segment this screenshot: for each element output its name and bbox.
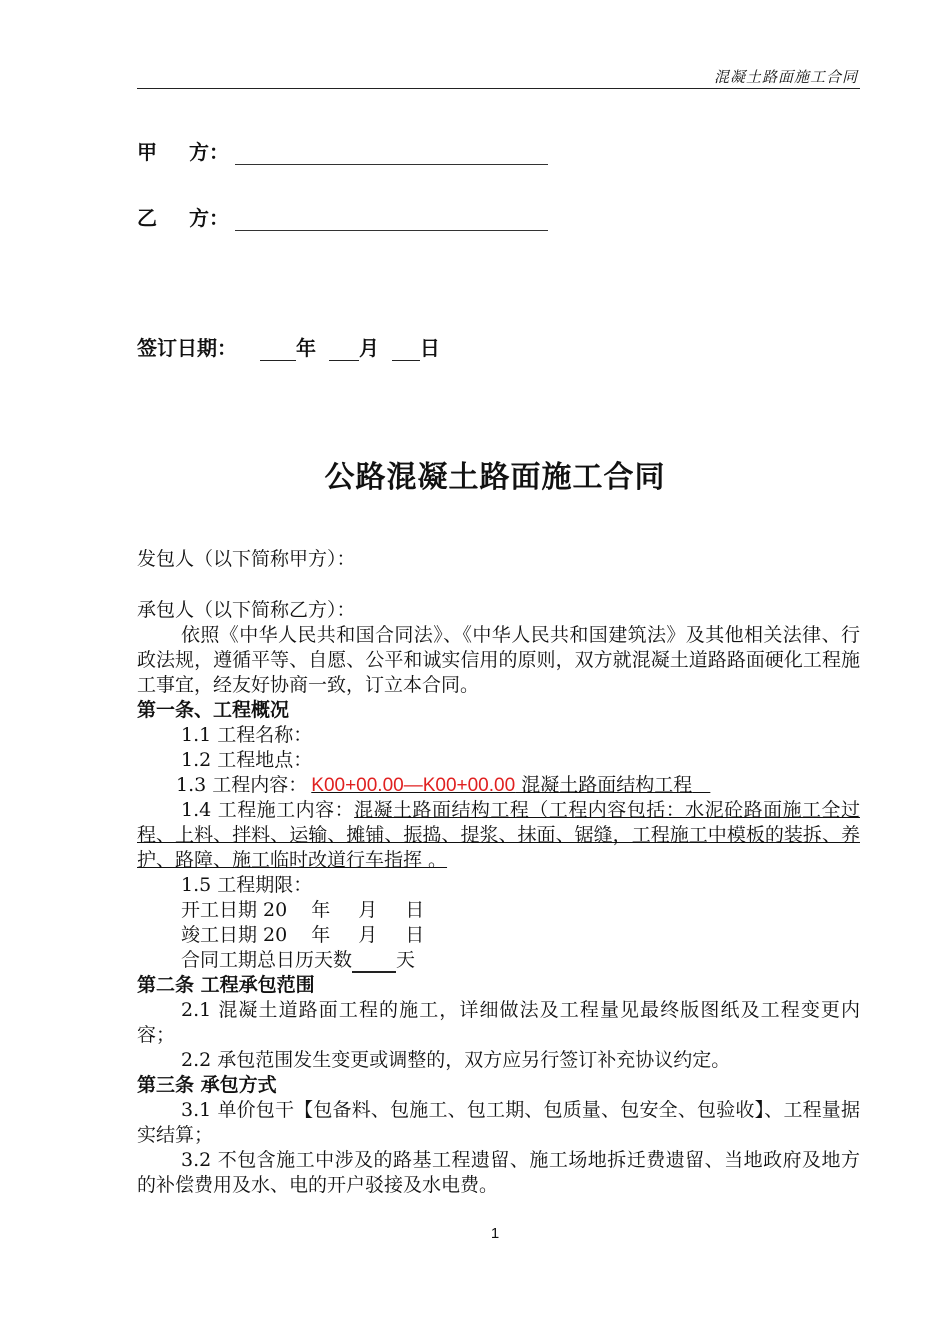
item-1-3-label: 1.3 工程内容： (176, 774, 308, 796)
running-header-title: 混凝土路面施工合同 (713, 68, 858, 86)
end-year-label: 年 (311, 924, 331, 946)
contract-title: 公路混凝土路面施工合同 (324, 460, 666, 495)
item-1-1: 1.1 工程名称： (181, 724, 313, 746)
end-date-label: 竣工日期 20 (181, 924, 288, 946)
sign-date-label: 签订日期： (137, 336, 237, 360)
start-date-line (137, 898, 860, 923)
end-month-label: 月 (358, 924, 378, 946)
item-1-4 (137, 798, 860, 873)
party-a-blank[interactable] (235, 144, 548, 165)
item-1-3 (137, 773, 860, 798)
item-1-4-content: 混凝土路面结构工程（工程内容包括：水泥砼路面施工全过程、上料、拌料、运输、摊铺、振捣、提浆、抹面、锯缝，工程施工中模板的装拆、养护、路障、施工临时改道行车指挥 。 (137, 799, 860, 871)
party-b-field (137, 202, 548, 231)
item-1-3-value (307, 774, 710, 796)
party-a-suffix: 方： (189, 140, 229, 164)
item-1-3-text: 混凝土路面结构工程 (515, 774, 693, 796)
party-b-label: 乙 (137, 206, 157, 230)
article-2-title: 第二条 工程承包范围 (137, 974, 315, 996)
item-2-1: 2.1 混凝土道路面工程的施工，详细做法及工程量见最终版图纸及工程变更内容； (137, 999, 860, 1046)
header-divider (137, 88, 860, 89)
sign-year-label: 年 (295, 336, 316, 360)
intro-paragraph: 依照《中华人民共和国合同法》、《中华人民共和国建筑法》及其他相关法律、行政法规，遵循平等、自愿、公平和诚实信用的原则，双方就混凝土道路路面硬化工程施工事宜，经友好协商一致，订立本合同。 (137, 624, 860, 696)
item-1-4-label: 1.4 工程施工内容： (181, 799, 355, 821)
item-1-5: 1.5 工程期限： (181, 874, 313, 896)
item-1-2: 1.2 工程地点： (181, 749, 313, 771)
start-year-label: 年 (311, 899, 331, 921)
total-days-line (137, 948, 860, 973)
total-days-blank[interactable] (352, 953, 396, 973)
sign-day-blank[interactable] (392, 342, 420, 361)
item-2-2: 2.2 承包范围发生变更或调整的，双方应另行签订补充协议约定。 (181, 1049, 731, 1071)
start-date-label: 开工日期 20 (181, 899, 288, 921)
party-b-suffix: 方： (189, 206, 229, 230)
party-a-field (137, 136, 548, 165)
sign-month-blank[interactable] (329, 342, 359, 361)
article-1-title: 第一条、工程概况 (137, 699, 290, 721)
article-3-title: 第三条 承包方式 (137, 1074, 277, 1096)
start-day-label: 日 (405, 899, 425, 921)
party-b-blank[interactable] (235, 210, 548, 231)
end-date-line (137, 923, 860, 948)
stake-range: K00+00.00—K00+00.00 (311, 775, 516, 796)
contractor-line: 承包人（以下简称乙方）： (137, 599, 356, 621)
sign-month-label: 月 (358, 336, 379, 360)
employer-line: 发包人（以下简称甲方）： (137, 548, 356, 570)
total-days-unit: 天 (396, 949, 416, 971)
sign-day-label: 日 (419, 336, 440, 360)
sign-date-field (137, 332, 440, 361)
end-day-label: 日 (405, 924, 425, 946)
start-month-label: 月 (358, 899, 378, 921)
total-days-label: 合同工期总日历天数 (181, 949, 353, 971)
party-a-label: 甲 (137, 140, 157, 164)
contract-body (137, 598, 860, 1198)
item-3-2: 3.2 不包含施工中涉及的路基工程遗留、施工场地拆迁费遗留、当地政府及地方的补偿费用及水、电的开户驳接及水电费。 (137, 1149, 860, 1196)
page-number: 1 (490, 1225, 500, 1242)
sign-year-blank[interactable] (260, 342, 296, 361)
item-3-1: 3.1 单价包干【包备料、包施工、包工期、包质量、包安全、包验收】、工程量据实结算； (137, 1099, 860, 1146)
